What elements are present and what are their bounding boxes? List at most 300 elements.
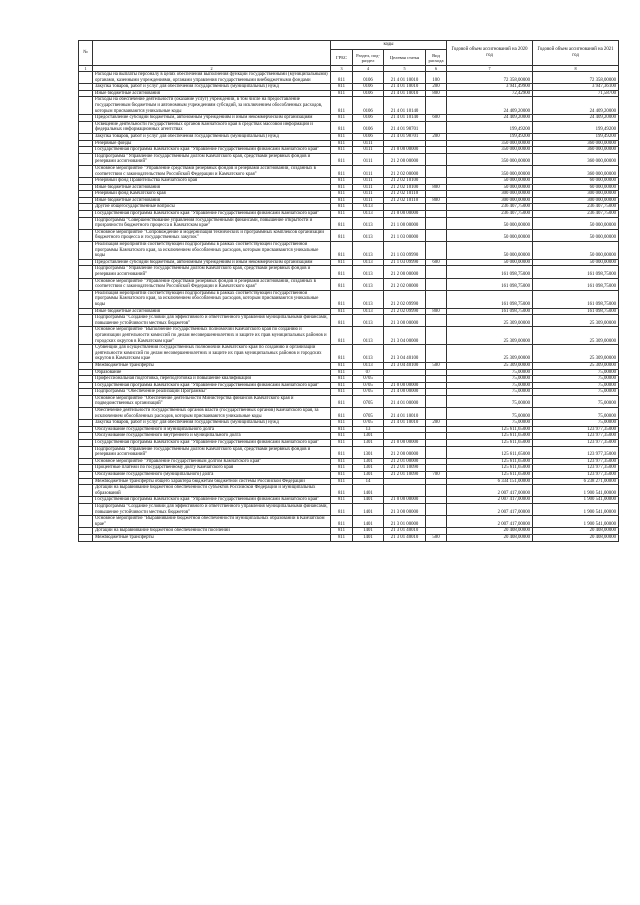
table-row: [79, 503, 619, 515]
amount-2021-cell: 161 098,75000: [533, 278, 619, 290]
row-number-cell: [79, 147, 93, 154]
amount-2020-cell: 236 407,75000: [447, 204, 533, 211]
section-cell: 0113: [353, 362, 384, 369]
row-number-cell: [79, 115, 93, 122]
row-name-cell: Дотации на выравнивание бюджетной обеспеченности субъектов Российской Федерации и муниципальных образований: [93, 485, 331, 497]
amount-2021-cell: 20 408,00000: [533, 528, 619, 535]
table-row: [79, 165, 619, 177]
amount-2021-cell: 360 000,00000: [533, 153, 619, 165]
table-row: [79, 369, 619, 376]
amount-2020-cell: 199,49200: [447, 121, 533, 133]
grbs-cell: 811: [331, 308, 353, 315]
expense-type-cell: [426, 97, 447, 115]
amount-2020-cell: 2 007 417,00000: [447, 516, 533, 528]
section-cell: 1301: [353, 472, 384, 479]
target-article-cell: 21 4 01 10010: [384, 72, 426, 84]
grbs-cell: 811: [331, 140, 353, 147]
section-cell: 0113: [353, 229, 384, 241]
row-number-cell: [79, 153, 93, 165]
grbs-cell: 811: [331, 191, 353, 198]
expense-type-cell: [426, 147, 447, 154]
amount-2021-cell: 75,00000: [533, 369, 619, 376]
row-name-cell: Подпрограмма "Управление государственным долгом Камчатского края, средствами резервных фондов и резервами ассигнований": [93, 266, 331, 278]
section-cell: 0111: [353, 153, 384, 165]
table-row: [79, 485, 619, 497]
amount-2020-cell: 72 358,00000: [447, 72, 533, 84]
amount-2021-cell: 300 000,00000: [533, 191, 619, 198]
amount-2020-cell: 161 098,75000: [447, 266, 533, 278]
row-number-cell: [79, 497, 93, 504]
table-row: [79, 178, 619, 185]
row-name-cell: Дотации на выравнивание бюджетной обеспеченности поселений: [93, 528, 331, 535]
amount-2021-cell: 123 977,35000: [533, 440, 619, 447]
amount-2020-cell: 75,00000: [447, 395, 533, 407]
grbs-cell: 811: [331, 133, 353, 140]
grbs-cell: 811: [331, 345, 353, 363]
row-number-cell: [79, 426, 93, 433]
section-cell: 1401: [353, 534, 384, 541]
grbs-cell: 811: [331, 147, 353, 154]
table-row: [79, 204, 619, 211]
table-row: [79, 440, 619, 447]
amount-2020-cell: 25 309,00000: [447, 362, 533, 369]
expense-type-cell: [426, 327, 447, 345]
table-row: [79, 259, 619, 266]
grbs-cell: 811: [331, 184, 353, 191]
amount-2020-cell: 75,00000: [447, 389, 533, 396]
amount-2021-cell: 1 900 541,00000: [533, 485, 619, 497]
expense-type-cell: 800: [426, 90, 447, 97]
row-name-cell: Обслуживание государственного и муниципального долга: [93, 426, 331, 433]
grbs-cell: 811: [331, 290, 353, 308]
amount-2021-cell: 123 977,35000: [533, 426, 619, 433]
row-number-cell: [79, 217, 93, 229]
section-cell: 1401: [353, 503, 384, 515]
target-article-cell: [384, 433, 426, 440]
grbs-cell: 811: [331, 516, 353, 528]
target-article-cell: 21 3 04 40100: [384, 362, 426, 369]
expense-type-cell: [426, 503, 447, 515]
row-number-cell: [79, 382, 93, 389]
grbs-cell: 811: [331, 259, 353, 266]
row-number-cell: [79, 259, 93, 266]
table-row: [79, 266, 619, 278]
expense-type-cell: [426, 458, 447, 465]
row-number-cell: [79, 290, 93, 308]
expense-type-cell: [426, 426, 447, 433]
row-number-cell: [79, 485, 93, 497]
expense-type-cell: [426, 178, 447, 185]
amount-2020-cell: 50 000,00000: [447, 217, 533, 229]
amount-2020-cell: 161 098,75000: [447, 278, 533, 290]
col-number: 5: [384, 66, 426, 72]
grbs-cell: 811: [331, 472, 353, 479]
amount-2020-cell: 125 611,65000: [447, 458, 533, 465]
target-article-cell: 21 2 02 00000: [384, 278, 426, 290]
amount-2021-cell: 3 947,36100: [533, 84, 619, 91]
table-row: [79, 115, 619, 122]
header-razdel: Раздел, под-раздел: [353, 50, 384, 66]
expense-type-cell: 600: [426, 115, 447, 122]
header-codes: коды: [331, 41, 447, 50]
expense-type-cell: [426, 345, 447, 363]
row-name-cell: Реализация мероприятий соответствующей подпрограммы в рамках соответствующей государственной программы Камчатского края, за исключением обособленных расходов, которым присваиваются уникальные коды: [93, 290, 331, 308]
grbs-cell: 811: [331, 315, 353, 327]
table-row: [79, 278, 619, 290]
amount-2020-cell: 20 408,00000: [447, 528, 533, 535]
amount-2021-cell: 25 309,00000: [533, 345, 619, 363]
amount-2021-cell: 60 000,00000: [533, 178, 619, 185]
row-name-cell: Основное мероприятие "Управление средствами резервных фондов и резервами ассигнований, созданных в соответствии с законодательством Российской Федерации и Камчатского края": [93, 165, 331, 177]
expense-type-cell: 500: [426, 534, 447, 541]
row-number-cell: [79, 197, 93, 204]
section-cell: 0111: [353, 178, 384, 185]
section-cell: 0113: [353, 217, 384, 229]
amount-2020-cell: 3 941,49900: [447, 84, 533, 91]
amount-2020-cell: 25 309,00000: [447, 345, 533, 363]
amount-2021-cell: 50 000,00000: [533, 217, 619, 229]
row-number-cell: [79, 121, 93, 133]
row-name-cell: Межбюджетные трансферты: [93, 534, 331, 541]
target-article-cell: 21 2 02 09990: [384, 290, 426, 308]
amount-2020-cell: 2 007 417,00000: [447, 485, 533, 497]
amount-2021-cell: 75,00000: [533, 382, 619, 389]
table-row: [79, 97, 619, 115]
row-number-cell: [79, 133, 93, 140]
expense-type-cell: [426, 389, 447, 396]
amount-2021-cell: 360 000,00000: [533, 147, 619, 154]
row-name-cell: Подпрограмма "Создание условий для эффективного и ответственного управления муниципальными финансами, повышение устойчивости местных бюджетов": [93, 315, 331, 327]
expense-type-cell: 200: [426, 133, 447, 140]
table-row: [79, 147, 619, 154]
row-number-cell: [79, 446, 93, 458]
expense-type-cell: [426, 140, 447, 147]
row-name-cell: Основное мероприятие "Выполнение государственных полномочий Камчатского края по созданию и организации деятельности комиссий по делам несовершеннолетних и защите их прав муниципальных районов и городских округов в Камчатском крае": [93, 327, 331, 345]
target-article-cell: 21 4 01 10140: [384, 97, 426, 115]
row-name-cell: Основное мероприятие "Управление государственным долгом Камчатского края": [93, 458, 331, 465]
budget-sheet: [78, 40, 618, 542]
target-article-cell: 21 2 02 00000: [384, 165, 426, 177]
table-row: [79, 516, 619, 528]
row-name-cell: Иные бюджетные ассигнования: [93, 308, 331, 315]
amount-2021-cell: 123 977,35000: [533, 465, 619, 472]
section-cell: 13: [353, 426, 384, 433]
amount-2020-cell: 6 334 151,00000: [447, 478, 533, 485]
section-cell: 0113: [353, 327, 384, 345]
row-number-cell: [79, 345, 93, 363]
grbs-cell: 811: [331, 84, 353, 91]
row-number-cell: [79, 72, 93, 84]
expense-type-cell: [426, 191, 447, 198]
row-number-cell: [79, 278, 93, 290]
section-cell: 0106: [353, 97, 384, 115]
table-row: [79, 133, 619, 140]
header-2021: Годовой объем ассигнований на 2021 год: [533, 41, 619, 66]
amount-2020-cell: 75,00000: [447, 369, 533, 376]
target-article-cell: [384, 478, 426, 485]
table-body: [79, 72, 619, 542]
section-cell: 0113: [353, 204, 384, 211]
expense-type-cell: [426, 395, 447, 407]
expense-type-cell: [426, 217, 447, 229]
section-cell: 0111: [353, 184, 384, 191]
target-article-cell: 21 3 01 40010: [384, 528, 426, 535]
row-name-cell: Закупка товаров, работ и услуг для обеспечения государственных (муниципальных) нужд: [93, 133, 331, 140]
target-article-cell: 21 2 00 00000: [384, 266, 426, 278]
row-name-cell: Субвенции для осуществления государственных полномочий Камчатского края по созданию и организации деятельности комиссий по делам несовершеннолетних и защите их прав муниципальных районов и городских округов в Камчатском крае: [93, 345, 331, 363]
amount-2021-cell: 360 000,00000: [533, 140, 619, 147]
table-row: [79, 528, 619, 535]
grbs-cell: 811: [331, 376, 353, 383]
row-number-cell: [79, 242, 93, 260]
amount-2020-cell: 50 000,00000: [447, 242, 533, 260]
table-row: [79, 308, 619, 315]
grbs-cell: 811: [331, 433, 353, 440]
row-name-cell: Предоставление субсидий бюджетным, автономным учреждениям и иным некоммерческим организациям: [93, 259, 331, 266]
amount-2020-cell: 125 611,65000: [447, 465, 533, 472]
expense-type-cell: [426, 369, 447, 376]
target-article-cell: [384, 426, 426, 433]
row-name-cell: Основное мероприятие "Управление средствами резервных фондов и резервами ассигнований, созданных в соответствии с законодательством Российской Федерации и Камчатского края": [93, 278, 331, 290]
expense-type-cell: [426, 376, 447, 383]
row-name-cell: Межбюджетные трансферты: [93, 362, 331, 369]
grbs-cell: 811: [331, 528, 353, 535]
section-cell: 1401: [353, 497, 384, 504]
col-number: 2: [93, 66, 331, 72]
amount-2020-cell: 350 000,00000: [447, 140, 533, 147]
table-row: [79, 217, 619, 229]
amount-2020-cell: 350 000,00000: [447, 153, 533, 165]
target-article-cell: 21 0 00 00000: [384, 211, 426, 218]
target-article-cell: 21 3 04 40100: [384, 345, 426, 363]
amount-2020-cell: 20 408,00000: [447, 534, 533, 541]
amount-2021-cell: 199,49200: [533, 121, 619, 133]
row-name-cell: Подпрограмма "Управление государственным долгом Камчатского края, средствами резервных фондов и резервами ассигнований": [93, 153, 331, 165]
target-article-cell: 21 3 04 00000: [384, 327, 426, 345]
section-cell: 0106: [353, 115, 384, 122]
amount-2020-cell: 75,00000: [447, 376, 533, 383]
amount-2020-cell: 50 000,00000: [447, 229, 533, 241]
row-number-cell: [79, 472, 93, 479]
row-name-cell: Государственная программа Камчатского края "Управление государственными финансами Камчатского края": [93, 497, 331, 504]
amount-2021-cell: 199,49200: [533, 133, 619, 140]
amount-2020-cell: 125 611,65000: [447, 426, 533, 433]
amount-2020-cell: 2 007 417,00000: [447, 497, 533, 504]
row-name-cell: Профессиональная подготовка, переподготовка и повышение квалификации: [93, 376, 331, 383]
section-cell: 0106: [353, 84, 384, 91]
table-row: [79, 376, 619, 383]
expense-type-cell: [426, 211, 447, 218]
amount-2021-cell: 75,00000: [533, 389, 619, 396]
expense-type-cell: 200: [426, 84, 447, 91]
expense-type-cell: [426, 528, 447, 535]
amount-2020-cell: 236 407,75000: [447, 211, 533, 218]
amount-2021-cell: 75,00000: [533, 376, 619, 383]
table-row: [79, 362, 619, 369]
amount-2021-cell: 50 000,00000: [533, 242, 619, 260]
grbs-cell: 811: [331, 485, 353, 497]
table-row: [79, 197, 619, 204]
row-number-cell: [79, 327, 93, 345]
expense-type-cell: [426, 290, 447, 308]
section-cell: 0113: [353, 266, 384, 278]
col-number: 1: [79, 66, 93, 72]
target-article-cell: 21 1 00 00000: [384, 217, 426, 229]
grbs-cell: 811: [331, 278, 353, 290]
section-cell: 1401: [353, 485, 384, 497]
amount-2021-cell: 161 098,75000: [533, 266, 619, 278]
budget-table: [78, 40, 619, 542]
table-row: [79, 191, 619, 198]
row-number-cell: [79, 315, 93, 327]
expense-type-cell: [426, 465, 447, 472]
col-number: 7: [447, 66, 533, 72]
amount-2021-cell: 1 900 541,00000: [533, 497, 619, 504]
table-row: [79, 446, 619, 458]
row-number-cell: [79, 478, 93, 485]
amount-2021-cell: 123 977,35000: [533, 446, 619, 458]
table-row: [79, 184, 619, 191]
row-number-cell: [79, 204, 93, 211]
row-name-cell: Закупка товаров, работ и услуг для обеспечения государственных (муниципальных) нужд: [93, 84, 331, 91]
expense-type-cell: [426, 433, 447, 440]
row-name-cell: Резервный фонд Правительства Камчатского края: [93, 178, 331, 185]
amount-2020-cell: 125 611,65000: [447, 440, 533, 447]
target-article-cell: 21 0 00 00000: [384, 382, 426, 389]
target-article-cell: 21 2 00 00000: [384, 153, 426, 165]
expense-type-cell: [426, 446, 447, 458]
section-cell: 1301: [353, 458, 384, 465]
target-article-cell: 21 4 01 10010: [384, 420, 426, 427]
row-number-cell: [79, 97, 93, 115]
table-row: [79, 345, 619, 363]
amount-2020-cell: 25 309,00000: [447, 327, 533, 345]
grbs-cell: 811: [331, 242, 353, 260]
section-cell: 0113: [353, 315, 384, 327]
amount-2020-cell: 25 309,00000: [447, 315, 533, 327]
amount-2020-cell: 24 409,20000: [447, 97, 533, 115]
header-num: №: [79, 41, 93, 66]
table-row: [79, 290, 619, 308]
section-cell: 0113: [353, 278, 384, 290]
target-article-cell: [384, 376, 426, 383]
row-number-cell: [79, 140, 93, 147]
table-row: [79, 229, 619, 241]
grbs-cell: 811: [331, 178, 353, 185]
target-article-cell: 21 1 03 09990: [384, 259, 426, 266]
row-name-cell: Государственная программа Камчатского края "Управление государственными финансами Камчатского края": [93, 382, 331, 389]
amount-2021-cell: 20 408,00000: [533, 534, 619, 541]
expense-type-cell: [426, 497, 447, 504]
expense-type-cell: [426, 408, 447, 420]
row-name-cell: Процентные платежи по государственному долгу Камчатского края: [93, 465, 331, 472]
expense-type-cell: 500: [426, 362, 447, 369]
row-name-cell: Подпрограмма "Создание условий для эффективного и ответственного управления муниципальными финансами, повышение устойчивости местных бюджетов": [93, 503, 331, 515]
section-cell: 0113: [353, 211, 384, 218]
row-number-cell: [79, 389, 93, 396]
section-cell: 14: [353, 478, 384, 485]
amount-2021-cell: 25 309,00000: [533, 327, 619, 345]
header-2020: Годовой объем ассигнований на 2020 год: [447, 41, 533, 66]
target-article-cell: 21 4 01 00000: [384, 395, 426, 407]
section-cell: 0111: [353, 140, 384, 147]
grbs-cell: 811: [331, 115, 353, 122]
amount-2021-cell: 360 000,00000: [533, 165, 619, 177]
section-cell: 0705: [353, 376, 384, 383]
target-article-cell: [384, 485, 426, 497]
amount-2021-cell: 72 358,00000: [533, 72, 619, 84]
grbs-cell: 811: [331, 458, 353, 465]
table-row: [79, 472, 619, 479]
table-row: [79, 153, 619, 165]
target-article-cell: 21 2 02 09990: [384, 308, 426, 315]
amount-2020-cell: 300 000,00000: [447, 197, 533, 204]
expense-type-cell: [426, 440, 447, 447]
table-row: [79, 327, 619, 345]
header-grbs: ГРБС: [331, 50, 353, 66]
col-number: 6: [426, 66, 447, 72]
amount-2020-cell: 199,49200: [447, 133, 533, 140]
amount-2020-cell: 72,42900: [447, 90, 533, 97]
row-number-cell: [79, 229, 93, 241]
grbs-cell: 811: [331, 97, 353, 115]
expense-type-cell: [426, 121, 447, 133]
section-cell: 0113: [353, 308, 384, 315]
amount-2020-cell: 161 098,75000: [447, 308, 533, 315]
section-cell: 0111: [353, 197, 384, 204]
row-number-cell: [79, 440, 93, 447]
grbs-cell: 811: [331, 229, 353, 241]
row-name-cell: Подпрограмма "Обеспечение реализации Программы": [93, 389, 331, 396]
row-name-cell: Иные бюджетные ассигнования: [93, 90, 331, 97]
grbs-cell: 811: [331, 121, 353, 133]
header-expense-type: Вид расхода: [426, 50, 447, 66]
amount-2021-cell: 50 000,00000: [533, 229, 619, 241]
table-row: [79, 458, 619, 465]
grbs-cell: 811: [331, 497, 353, 504]
row-name-cell: Расходы на выплаты персоналу в целях обеспечения выполнения функций государственными (муниципальными) органами, казенными учреждениями, органами управления государственными внебюджетными фондами: [93, 72, 331, 84]
table-row: [79, 382, 619, 389]
amount-2021-cell: 60 000,00000: [533, 184, 619, 191]
target-article-cell: 21 2 01 00000: [384, 458, 426, 465]
amount-2020-cell: 125 611,65000: [447, 446, 533, 458]
table-row: [79, 211, 619, 218]
row-name-cell: Государственная программа Камчатского края "Управление государственными финансами Камчатского края": [93, 147, 331, 154]
amount-2020-cell: 350 000,00000: [447, 165, 533, 177]
table-row: [79, 408, 619, 420]
expense-type-cell: [426, 153, 447, 165]
header-name: [93, 41, 331, 66]
table-row: [79, 497, 619, 504]
expense-type-cell: 600: [426, 259, 447, 266]
amount-2020-cell: 125 611,65000: [447, 472, 533, 479]
row-name-cell: Основное мероприятие "Обеспечение деятельности Министерства финансов Камчатского края и подведомственных организаций": [93, 395, 331, 407]
amount-2021-cell: 161 098,75000: [533, 308, 619, 315]
target-article-cell: 21 2 02 10100: [384, 178, 426, 185]
table-row: [79, 426, 619, 433]
grbs-cell: 811: [331, 534, 353, 541]
table-row: [79, 478, 619, 485]
amount-2020-cell: 24 409,20000: [447, 115, 533, 122]
table-row: [79, 315, 619, 327]
target-article-cell: 21 4 01 10010: [384, 90, 426, 97]
section-cell: 1301: [353, 440, 384, 447]
expense-type-cell: [426, 278, 447, 290]
row-name-cell: Обслуживание государственного (муниципального) долга: [93, 472, 331, 479]
amount-2020-cell: 75,00000: [447, 408, 533, 420]
grbs-cell: 811: [331, 153, 353, 165]
expense-type-cell: 800: [426, 308, 447, 315]
